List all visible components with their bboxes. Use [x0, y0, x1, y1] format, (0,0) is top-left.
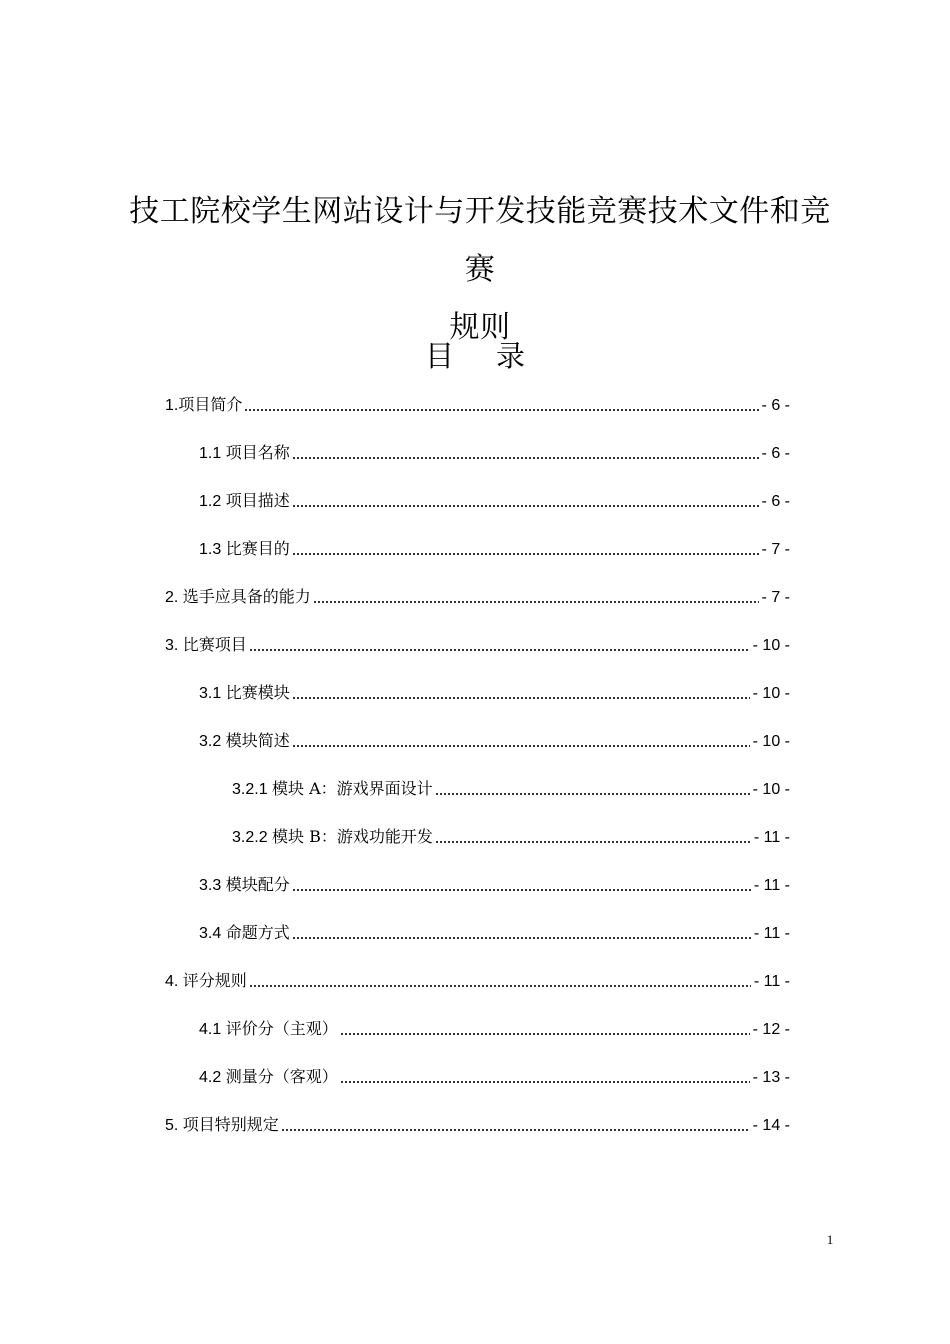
toc-dot-leader: [292, 456, 759, 460]
toc-entry-label: [199, 874, 290, 897]
toc-entry-label: [232, 826, 433, 849]
toc-entry-label: [199, 1018, 338, 1041]
toc-entry-label: [199, 490, 290, 513]
toc-dot-leader: [435, 792, 750, 796]
toc-entry-page: - 7 -: [761, 541, 790, 558]
document-title-line-1: 技工院校学生网站设计与开发技能竞赛技术文件和竞赛: [129, 194, 831, 287]
toc-entry-text: 评分规则: [182, 971, 247, 990]
toc-entry-page: - 6 -: [761, 397, 790, 414]
toc-dot-leader: [249, 648, 750, 652]
toc-entry[interactable]: [199, 439, 790, 465]
toc-entry[interactable]: [199, 919, 790, 945]
toc-entry-text: 比赛项目: [182, 635, 247, 654]
toc-entry-text: 项目特别规定: [182, 1115, 279, 1134]
document-title: [125, 183, 835, 357]
toc-entry-text: 命题方式: [225, 923, 290, 942]
toc-entry-number: 3.: [165, 637, 183, 654]
toc-entry-page: - 11 -: [753, 973, 790, 990]
toc-entry-label: [199, 922, 290, 945]
toc-entry-label: [165, 1114, 279, 1137]
toc-dot-leader: [435, 840, 751, 844]
toc-dot-leader: [292, 504, 759, 508]
toc-entry[interactable]: [199, 1063, 790, 1089]
toc-entry[interactable]: [165, 967, 790, 993]
toc-entry-label: [199, 730, 290, 753]
toc-entry-number: 3.2: [199, 733, 226, 750]
toc-entry[interactable]: [199, 1015, 790, 1041]
toc-entry-label: [165, 970, 247, 993]
toc-entry-page: - 11 -: [753, 829, 790, 846]
toc-entry[interactable]: [199, 487, 790, 513]
toc-entry-number: 1.3: [199, 541, 226, 558]
toc-entry-number: 1.: [165, 397, 179, 414]
toc-entry-page: - 11 -: [753, 925, 790, 942]
toc-entry-text: 项目简介: [178, 395, 243, 414]
document-title-line-2: 规则: [449, 310, 511, 345]
toc-entry-number: 4.1: [199, 1021, 226, 1038]
toc-entry-number: 3.4: [199, 925, 226, 942]
toc-entry-page: - 12 -: [752, 1021, 790, 1038]
toc-entry-number: 4.2: [199, 1069, 226, 1086]
toc-dot-leader: [292, 744, 750, 748]
toc-entry[interactable]: [199, 727, 790, 753]
toc-entry-number: 3.3: [199, 877, 226, 894]
toc-heading-char-2: 录: [496, 339, 526, 373]
toc-entry-page: - 6 -: [761, 493, 790, 510]
toc-entry-text: 比赛目的: [225, 539, 290, 558]
toc-entry-page: - 10 -: [752, 733, 790, 750]
toc-entry[interactable]: [199, 871, 790, 897]
toc-dot-leader: [244, 408, 758, 412]
toc-entry-text: 模块 B：游戏功能开发: [272, 827, 433, 846]
toc-entry-page: - 13 -: [752, 1069, 790, 1086]
toc-entry-number: 4.: [165, 973, 183, 990]
toc-entry-page: - 6 -: [761, 445, 790, 462]
toc-entry-page: - 10 -: [752, 685, 790, 702]
toc-dot-leader: [340, 1032, 750, 1036]
toc-entry-text: 项目描述: [225, 491, 290, 510]
toc-entry[interactable]: [232, 775, 790, 801]
toc-entry-number: 3.1: [199, 685, 226, 702]
toc-dot-leader: [281, 1128, 750, 1132]
toc-entry[interactable]: [165, 631, 790, 657]
toc-entry-label: [165, 394, 242, 417]
toc-entry-number: 2.: [165, 589, 183, 606]
toc-entry-label: [199, 538, 290, 561]
toc-entry[interactable]: [165, 1111, 790, 1137]
toc-entry-label: [199, 442, 290, 465]
toc-entry-number: 3.2.1: [232, 781, 273, 798]
toc-entry-label: [165, 586, 311, 609]
toc-entry-label: [199, 1066, 338, 1089]
toc-entry-page: - 11 -: [753, 877, 790, 894]
toc-entry[interactable]: [199, 679, 790, 705]
toc-entry-number: 5.: [165, 1117, 183, 1134]
toc-dot-leader: [292, 552, 759, 556]
toc-dot-leader: [292, 936, 751, 940]
toc-entry-number: 1.1: [199, 445, 226, 462]
toc-dot-leader: [313, 600, 759, 604]
toc-entry[interactable]: [232, 823, 790, 849]
toc-entry-label: [165, 634, 247, 657]
toc-dot-leader: [340, 1080, 750, 1084]
toc-entry-text: 模块配分: [225, 875, 290, 894]
toc-dot-leader: [249, 984, 751, 988]
toc-entry-text: 模块简述: [225, 731, 290, 750]
toc-entry[interactable]: [165, 583, 790, 609]
toc-entry-label: [199, 682, 290, 705]
toc-entry[interactable]: [199, 535, 790, 561]
toc-entry-text: 模块 A：游戏界面设计: [272, 779, 433, 798]
toc-entry-label: [232, 778, 433, 801]
toc-entry-number: 3.2.2: [232, 829, 273, 846]
toc-entry-page: - 10 -: [752, 781, 790, 798]
toc-heading-char-1: 目: [424, 339, 454, 373]
toc-entry-text: 评价分（主观）: [225, 1019, 338, 1038]
page-number: 1: [826, 1232, 834, 1247]
toc-entry[interactable]: [165, 391, 790, 417]
toc-entry-text: 比赛模块: [225, 683, 290, 702]
toc-entry-text: 测量分（客观）: [225, 1067, 338, 1086]
toc-dot-leader: [292, 696, 750, 700]
toc-entry-number: 1.2: [199, 493, 226, 510]
toc-heading: [0, 336, 950, 376]
toc-entry-page: - 14 -: [752, 1117, 790, 1134]
toc-dot-leader: [292, 888, 751, 892]
toc-entry-text: 项目名称: [225, 443, 290, 462]
toc-entry-page: - 7 -: [761, 589, 790, 606]
toc-entry-text: 选手应具备的能力: [182, 587, 311, 606]
toc-entry-page: - 10 -: [752, 637, 790, 654]
